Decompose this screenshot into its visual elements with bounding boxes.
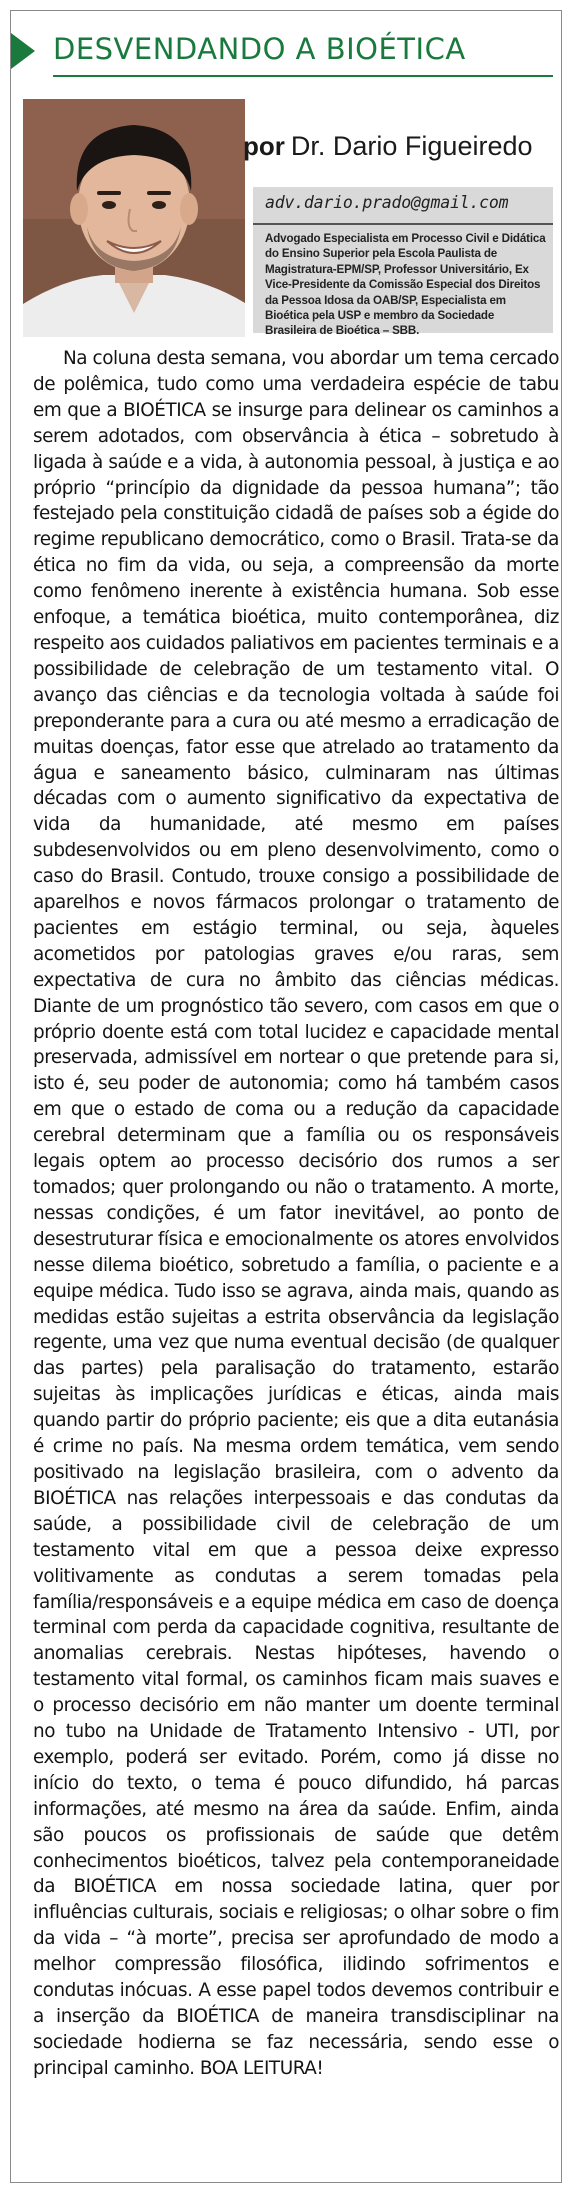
author-bio: Advogado Especialista em Processo Civil e Didática do Ensino Superior pela Escola Paulista de Magistratura-EPM/SP, Professor Universitário, Ex Vice-Presidente da Comissão Especial dos Direitos da Pessoa Idosa da OAB/SP, Especialista em Bioética pela USP e membro da Sociedade Brasileira de Bioética – SBB.: [265, 232, 546, 338]
byline-prefix: por: [243, 131, 285, 161]
author-byline: [243, 131, 561, 162]
author-bio-box: [253, 187, 553, 338]
triangle-marker-icon: [11, 33, 35, 69]
email-divider: [253, 223, 553, 225]
column-frame: [10, 10, 562, 2183]
author-photo: [23, 99, 245, 337]
article-body: [33, 346, 559, 2082]
column-header: [11, 29, 561, 69]
author-email[interactable]: adv.dario.prado@gmail.com: [265, 193, 509, 212]
header-divider: [53, 75, 553, 77]
column-title: DESVENDANDO A BIOÉTICA: [53, 32, 466, 66]
article-paragraph: Na coluna desta semana, vou abordar um tema cercado de polêmica, tudo como uma verdadeira espécie de tabu em que a BIOÉTICA se insurge para delinear os caminhos a serem adotados, com observância à ética – sobretudo à ligada à saúde e a vida, à autonomia pessoal, à justiça e ao próprio “princípio da dignidade da pessoa humana”; tão festejado pela constituição cidadã de países sob a égide do regime republicano democrático, como o Brasil. Trata-se da ética no fim da vida, ou seja, a compreensão da morte como fenômeno inerente à existência humana. Sob esse enfoque, a temática bioética, muito contemporânea, diz respeito aos cuidados paliativos em pacientes terminais e a possibilidade de celebração de um testamento vital. O avanço das ciências e da tecnologia voltada à saúde foi preponderante para a cura ou até mesmo a erradicação de muitas doenças, fator esse que atrelado ao tratamento da água e saneamento básico, culminaram nas últimas décadas com o aumento significativo da expectativa de vida da humanidade, até mesmo em países subdesenvolvidos ou em pleno desenvolvimento, como o caso do Brasil. Contudo, trouxe consigo a possibilidade de aparelhos e novos fármacos prolongar o tratamento de pacientes em estágio terminal, ou seja, àqueles acometidos por patologias graves e/ou raras, sem expectativa de cura no âmbito das ciências médicas. Diante de um prognóstico tão severo, com casos em que o próprio doente está com total lucidez e capacidade mental preservada, admissível em nortear o que pretende para si, isto é, seu poder de autonomia; como há também casos em que o estado de coma ou a redução da capacidade cerebral determinam que a família ou os responsáveis legais optem ao processo decisório dos rumos a ser tomados; quer prolongando ou não o tratamento. A morte, nessas condições, é um fator inevitável, ao ponto de desestruturar física e emocionalmente os atores envolvidos nesse dilema bioético, sobretudo a família, o paciente e a equipe médica. Tudo isso se agrava, ainda mais, quando as medidas estão sujeitas a estrita observância da legislação regente, uma vez que numa eventual decisão (de qualquer das partes) pela paralisação do tratamento, estarão sujeitas às implicações jurídicas e éticas, ainda mais quando partir do próprio paciente; eis que a dita eutanásia é crime no país. Na mesma ordem temática, vem sendo positivado na legislação brasileira, com o advento da BIOÉTICA nas relações interpessoais e das condutas da saúde, a possibilidade civil de celebração de um testamento vital em que a pessoa deixe expresso volitivamente as condutas a serem tomadas pela família/responsáveis e a equipe médica em caso de doença terminal com perda da capacidade cognitiva, resultante de anomalias cerebrais. Nestas hipóteses, havendo o testamento vital formal, os caminhos ficam mais suaves e o processo decisório em não manter um doente terminal no tubo na Unidade de Tratamento Intensivo - UTI, por exemplo, poderá ser evitado. Porém, como já disse no início do texto, o tema é pouco difundido, há parcas informações, até mesmo na área da saúde. Enfim, ainda são poucos os profissionais de saúde que detêm conhecimentos bioéticos, talvez pela contemporaneidade da BIOÉTICA em nossa sociedade latina, quer por influências culturais, sociais e religiosas; o olhar sobre o fim da vida – “à morte”, precisa ser aprofundado de modo a melhor compressão filosófica, ilidindo sofrimentos e condutas inócuas. A esse papel todos devemos contribuir e a inserção da BIOÉTICA de maneira transdisciplinar na sociedade hodierna se faz necessária, sendo esse o principal caminho. BOA LEITURA!: [33, 348, 559, 2079]
author-portrait-icon: [23, 99, 245, 337]
author-name: Dr. Dario Figueiredo: [290, 131, 533, 161]
